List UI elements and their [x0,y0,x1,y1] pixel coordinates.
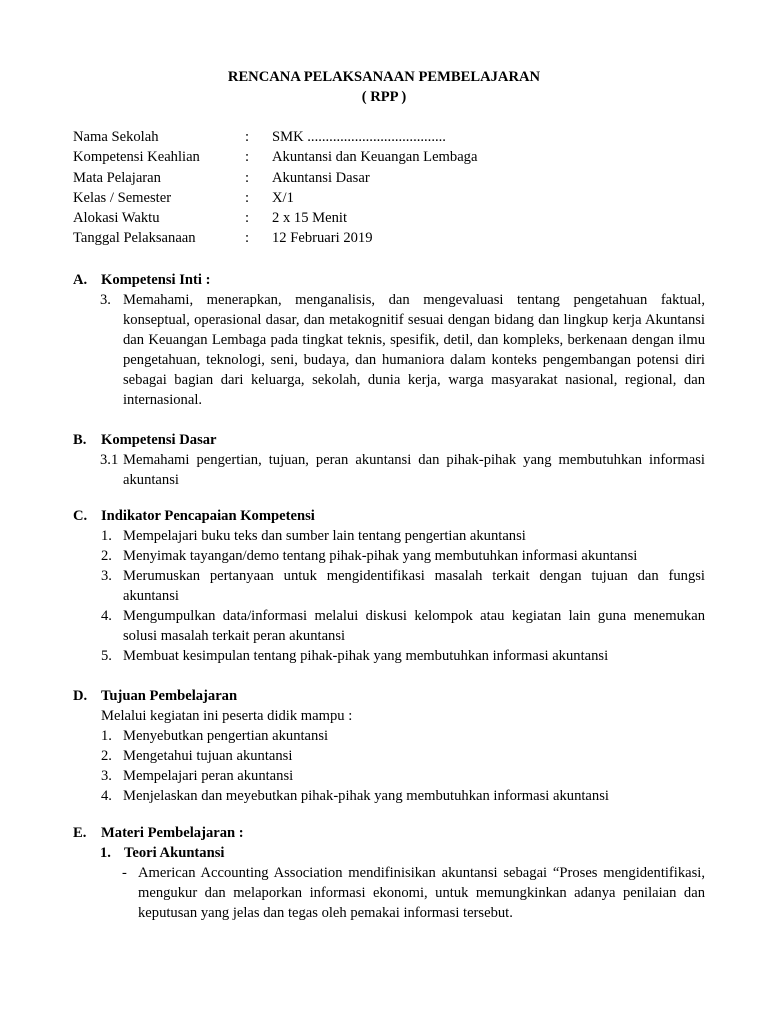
info-label: Tanggal Pelaksanaan [73,230,196,247]
item-number: 1. [101,728,112,744]
item-number: 4. [101,608,112,624]
item-text: Memahami pengertian, tujuan, peran akuntansi dan pihak-pihak yang membutuhkan informasi akuntansi [123,452,705,488]
subsection-title: Teori Akuntansi [124,845,225,861]
info-row-date [73,228,713,248]
section-indicators [73,506,705,666]
section-heading [73,430,705,450]
item-text: Memahami, menerapkan, menganalisis, dan mengevaluasi tentang pengetahuan faktual, konseptual, operasional dasar, dan metakognitif sesuai dengan bidang dan lingkup kerja Akuntansi dan Keuangan Lembaga pada tingkat teknis, spesifik, detil, dan kompleks, berkenaan dengan ilmu pengetahuan, teknologi, seni, budaya, dan humaniora dalam konteks pengembangan potensi diri sebagai bagian dari keluarga, sekolah, dunia kerja, warga masyarakat nasional, regional, dan internasional. [123,292,705,408]
info-colon: : [245,169,250,186]
section-title: Indikator Pencapaian Kompetensi [101,508,315,524]
item-text: Menyimak tayangan/demo tentang pihak-pihak yang membutuhkan informasi akuntansi [123,548,638,564]
section-basic-competence [73,430,705,490]
list-item [73,546,705,566]
document-subtitle: ( RPP ) [361,89,407,105]
info-value: X/1 [272,189,294,206]
list-item [73,746,705,766]
info-row-subject [73,168,713,188]
dash-marker: - [122,865,127,881]
item-text: Mempelajari peran akuntansi [123,768,294,784]
subsection-heading [73,843,705,863]
list-item [73,646,705,666]
list-item [73,290,705,410]
info-label: Nama Sekolah [73,129,159,145]
section-letter: A. [73,272,88,288]
section-letter: B. [73,432,87,448]
identity-table [73,127,713,249]
item-text: Menyebutkan pengertian akuntansi [123,728,329,744]
info-row-time [73,208,713,228]
section-heading [73,506,705,526]
info-label: Mata Pelajaran [73,169,161,186]
subsection-number: 1. [100,845,111,861]
item-text: Menjelaskan dan meyebutkan pihak-pihak yang membutuhkan informasi akuntansi [123,788,609,804]
info-label: Kelas / Semester [73,189,172,206]
section-letter: D. [73,688,88,704]
section-title: Kompetensi Inti : [101,272,211,288]
list-item [73,450,705,490]
section-learning-material [73,823,705,923]
info-value: Akuntansi dan Keuangan Lembaga [272,149,478,166]
info-value: 12 Februari 2019 [272,230,373,247]
list-item [73,726,705,746]
item-number: 3.1 [100,452,119,468]
info-row-class [73,188,713,208]
section-letter: C. [73,508,88,524]
item-number: 3. [101,568,112,584]
item-number: 2. [101,548,112,564]
list-item [73,566,705,606]
item-text: Mengumpulkan data/informasi melalui diskusi kelompok atau kegiatan lain guna menemukan solusi masalah terkait peran akuntansi [123,608,705,644]
list-item [73,606,705,646]
item-number: 1. [101,528,112,544]
item-text: Merumuskan pertanyaan untuk mengidentifikasi masalah terkait dengan tujuan dan fungsi akuntansi [123,568,705,604]
item-number: 4. [101,788,112,804]
item-number: 5. [101,648,112,664]
info-colon: : [245,189,250,206]
item-text: American Accounting Association mendifinisikan akuntansi sebagai “Proses mengidentifikasi, mengukur dan melaporkan informasi ekonomi, untuk memungkinkan adanya penilaian dan keputusan yang jelas dan tegas oleh pemakai informasi tersebut. [138,865,705,921]
info-label: Alokasi Waktu [73,210,160,227]
info-value: SMK ...................................... [272,129,446,145]
item-number: 3. [100,292,111,308]
info-label: Kompetensi Keahlian [73,149,200,166]
info-colon: : [245,149,250,166]
item-number: 3. [101,768,112,784]
list-item [73,766,705,786]
item-number: 2. [101,748,112,764]
section-intro: Melalui kegiatan ini peserta didik mampu : [101,708,353,724]
item-text: Mempelajari buku teks dan sumber lain tentang pengertian akuntansi [123,528,526,544]
info-colon: : [245,230,250,247]
section-title: Tujuan Pembelajaran [101,688,238,704]
info-row-expertise [73,147,713,167]
section-learning-objectives [73,686,705,806]
item-text: Mengetahui tujuan akuntansi [123,748,293,764]
bullet-item [73,863,705,923]
section-core-competence [73,270,705,410]
section-letter: E. [73,825,87,841]
list-item [73,526,705,546]
document-title: RENCANA PELAKSANAAN PEMBELAJARAN [227,69,541,85]
section-title: Kompetensi Dasar [101,432,217,448]
info-value: 2 x 15 Menit [272,210,347,227]
info-colon: : [245,129,250,145]
info-row-school [73,127,713,147]
section-heading [73,686,705,706]
info-colon: : [245,210,250,227]
list-item [73,786,705,806]
section-heading [73,823,705,843]
section-heading [73,270,705,290]
item-text: Membuat kesimpulan tentang pihak-pihak yang membutuhkan informasi akuntansi [123,648,609,664]
section-title: Materi Pembelajaran : [101,825,244,841]
info-value: Akuntansi Dasar [272,169,370,186]
